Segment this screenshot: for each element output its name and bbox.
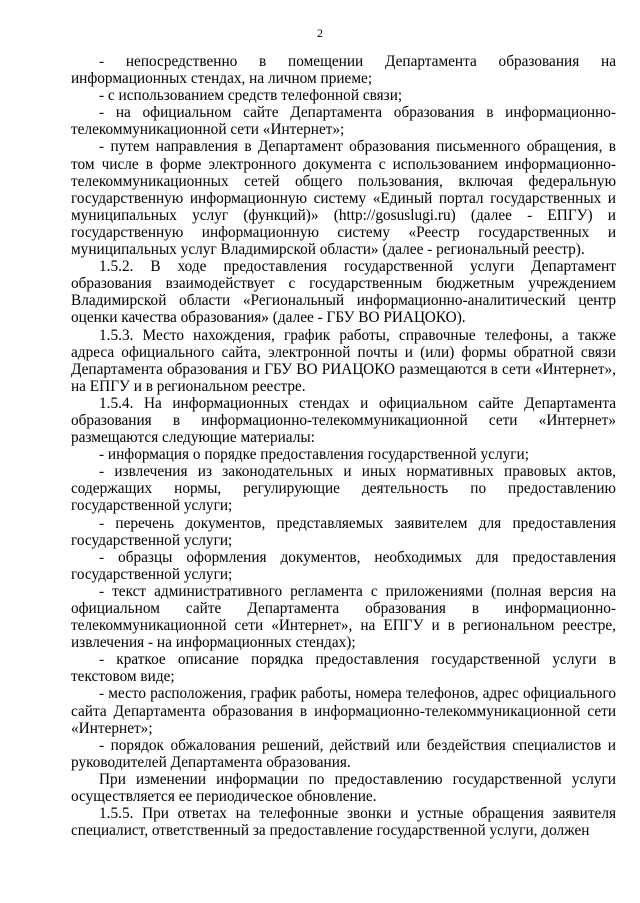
- list-item-regulation-text: - текст административного регламента с приложениями (полная версия на официальном сайте Департамента образования в информационно-телекоммуникационной сети «Интернет», на ЕПГУ и в региональном реестре, извлечения - на информационных стендах);: [71, 582, 616, 652]
- list-item-document-list: - перечень документов, представляемых заявителем для предоставления государственной услуги;: [71, 514, 616, 549]
- paragraph-1-5-2: 1.5.2. В ходе предоставления государственной услуги Департамент образования взаимодействует с государственным бюджетным учреждением Владимирской области «Региональный информационно-аналитический центр оценки качества образования» (далее - ГБУ ВО РИАЦОКО).: [71, 258, 616, 327]
- document-body: [71, 53, 616, 839]
- paragraph-written-request: - путем направления в Департамент образования письменного обращения, в том числе в форме электронного документа с использованием информационно-телекоммуникационных сетей общего пользования, включая федеральную государственную информационную систему «Единый портал государственных и муниципальных услуг (функций)» (http://gosuslugi.ru) (далее - ЕПГУ) и государственную информационную систему «Реестр государственных и муниципальных услуг Владимирской области» (далее - региональный реестр).: [71, 138, 616, 259]
- list-item-legal-extracts: - извлечения из законодательных и иных нормативных правовых актов, содержащих нормы, регулирующие деятельность по предоставлению государственной услуги;: [71, 463, 616, 515]
- paragraph-official-site: - на официальном сайте Департамента образования в информационно-телекоммуникационной сети «Интернет»;: [71, 104, 616, 139]
- list-item-appeal-procedure: - порядок обжалования решений, действий или бездействия специалистов и руководителей Департамента образования.: [71, 736, 616, 771]
- paragraph-1-5-3: 1.5.3. Место нахождения, график работы, справочные телефоны, а также адреса официального сайта, электронной почты и (или) формы обратной связи Департамента образования и ГБУ ВО РИАЦОКО размещаются в сети «Интернет», на ЕПГУ и в региональном реестре.: [71, 326, 616, 395]
- paragraph-1-5-5: 1.5.5. При ответах на телефонные звонки и устные обращения заявителя специалист, ответственный за предоставление государственной услуги, должен: [71, 805, 616, 840]
- list-item-document-samples: - образцы оформления документов, необходимых для предоставления государственной услуги;: [71, 548, 616, 583]
- paragraph-phone: - с использованием средств телефонной связи;: [99, 87, 403, 105]
- paragraph-info-stands: - непосредственно в помещении Департамента образования на информационных стендах, на личном приеме;: [71, 53, 616, 88]
- list-item-location-schedule: - место расположения, график работы, номера телефонов, адрес официального сайта Департамента образования в информационно-телекоммуникационной сети «Интернет»;: [71, 685, 616, 737]
- page-number: 2: [317, 26, 323, 40]
- paragraph-1-5-4: 1.5.4. На информационных стендах и официальном сайте Департамента образования в информационно-телекоммуникационной сети «Интернет» размещаются следующие материалы:: [71, 394, 616, 447]
- paragraph-periodic-update: При изменении информации по предоставлению государственной услуги осуществляется ее периодическое обновление.: [71, 770, 616, 806]
- list-item-short-description: - краткое описание порядка предоставления государственной услуги в текстовом виде;: [71, 651, 616, 686]
- list-item-procedure-info: - информация о порядке предоставления государственной услуги;: [99, 446, 529, 464]
